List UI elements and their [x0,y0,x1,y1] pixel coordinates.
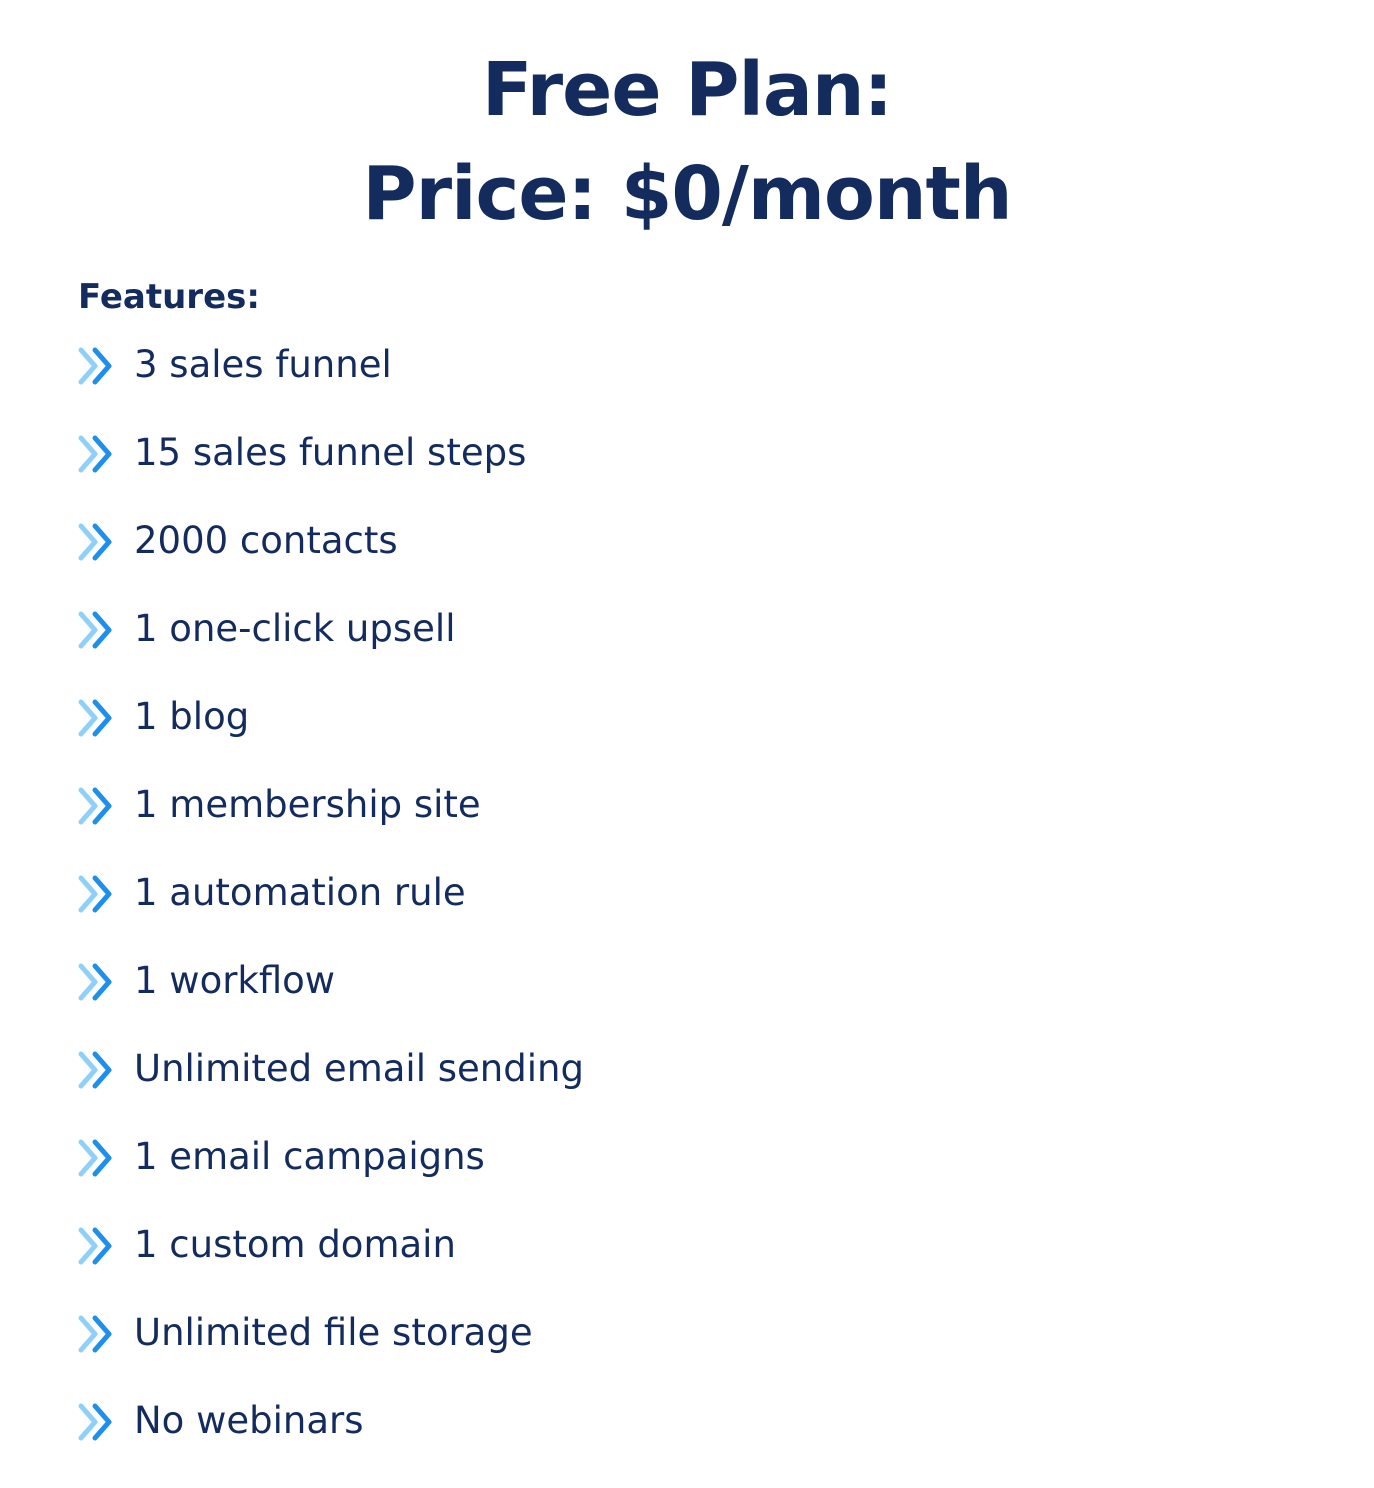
features-heading: Features: [78,277,260,317]
double-chevron-right-icon [78,1314,116,1354]
feature-item [78,340,584,428]
feature-label: 3 sales funnel [134,343,392,386]
feature-label: 2000 contacts [134,519,398,562]
feature-item [78,780,584,868]
feature-label: 1 blog [134,695,250,738]
feature-item [78,1044,584,1132]
feature-label: 1 membership site [134,783,481,826]
feature-item [78,428,584,516]
feature-item [78,604,584,692]
plan-header [0,38,1374,246]
double-chevron-right-icon [78,786,116,826]
feature-item [78,1308,584,1396]
feature-list [78,340,584,1484]
double-chevron-right-icon [78,346,116,386]
double-chevron-right-icon [78,1402,116,1442]
feature-label: Unlimited file storage [134,1311,533,1354]
feature-label: 1 one-click upsell [134,607,456,650]
feature-item [78,1132,584,1220]
double-chevron-right-icon [78,434,116,474]
double-chevron-right-icon [78,610,116,650]
plan-title: Free Plan: [481,47,893,133]
double-chevron-right-icon [78,1050,116,1090]
feature-label: 15 sales funnel steps [134,431,527,474]
double-chevron-right-icon [78,874,116,914]
feature-label: 1 automation rule [134,871,466,914]
feature-label: Unlimited email sending [134,1047,584,1090]
feature-item [78,956,584,1044]
feature-item [78,1396,584,1484]
plan-price: Price: $0/month [362,151,1012,237]
feature-item [78,692,584,780]
feature-item [78,868,584,956]
feature-label: 1 workflow [134,959,336,1002]
feature-label: 1 email campaigns [134,1135,485,1178]
double-chevron-right-icon [78,1226,116,1266]
feature-item [78,516,584,604]
double-chevron-right-icon [78,522,116,562]
double-chevron-right-icon [78,1138,116,1178]
feature-item [78,1220,584,1308]
double-chevron-right-icon [78,698,116,738]
feature-label: No webinars [134,1399,364,1442]
double-chevron-right-icon [78,962,116,1002]
feature-label: 1 custom domain [134,1223,456,1266]
